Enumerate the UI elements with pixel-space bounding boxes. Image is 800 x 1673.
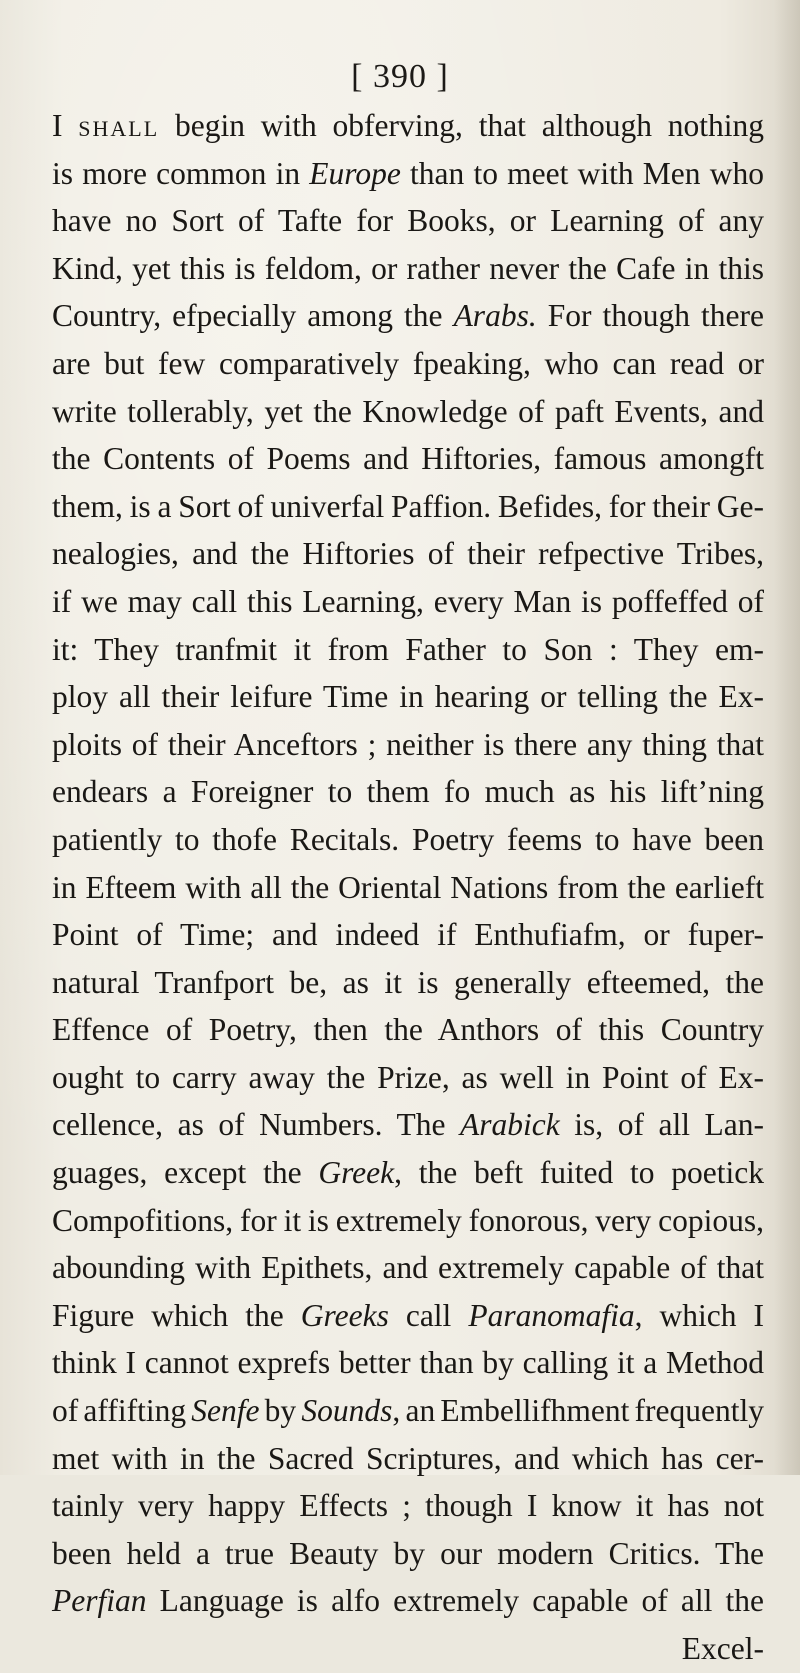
italic-text: Europe xyxy=(309,155,401,191)
text-line xyxy=(52,578,764,626)
text-segment: is, of all Lan- xyxy=(559,1107,764,1143)
text-segment: of affifting xyxy=(52,1393,192,1429)
text-line xyxy=(52,1101,764,1149)
text-segment: Language is alfo extremely capable of all the xyxy=(146,1583,764,1619)
text-line xyxy=(52,483,764,531)
text-segment: than to meet with Men who xyxy=(400,155,764,191)
text-segment: Country, efpecially among the xyxy=(52,298,454,334)
text-segment: it: They tranfmit it from Father to Son : They em- xyxy=(52,631,764,667)
text-segment: ploy all their leifure Time in hearing or telling the Ex- xyxy=(52,679,764,715)
page-edge-shadow xyxy=(774,0,800,1475)
text-segment: nealogies, and the Hiftories of their refpective Tribes, xyxy=(52,536,764,572)
text-segment: is more common in xyxy=(52,155,310,191)
text-line xyxy=(52,1149,764,1197)
italic-text: Arabick xyxy=(460,1107,560,1143)
text-segment: in Efteem with all the Oriental Nations from the earlieft xyxy=(52,869,764,905)
text-line xyxy=(52,673,764,721)
text-segment: ploits of their Anceftors ; neither is there any thing that xyxy=(52,726,764,762)
text-segment: For though there xyxy=(536,298,764,334)
italic-text: Greeks xyxy=(300,1297,389,1333)
text-line xyxy=(52,1197,764,1245)
text-line xyxy=(52,626,764,674)
italic-text: Perfian xyxy=(52,1583,147,1619)
text-segment: call xyxy=(388,1297,469,1333)
text-line xyxy=(52,292,764,340)
text-segment: Compofitions, for it is extremely fonorous, very copious, xyxy=(52,1202,764,1238)
text-segment: cellence, as of Numbers. The xyxy=(52,1107,461,1143)
text-segment: Excel- xyxy=(681,1631,764,1666)
text-line xyxy=(52,150,764,198)
italic-text: Sounds xyxy=(301,1393,393,1429)
italic-text: Greek xyxy=(318,1155,395,1191)
text-segment: Effence of Poetry, then the Anthors of this Country xyxy=(52,1012,764,1048)
text-line xyxy=(52,1577,764,1625)
text-segment: natural Tranfport be, as it is generally efteemed, the xyxy=(52,964,764,1000)
text-segment: the Contents of Poems and Hiftories, famous amongft xyxy=(52,441,764,477)
text-segment: write tollerably, yet the Knowledge of paft Events, and xyxy=(52,393,764,429)
text-line xyxy=(52,959,764,1007)
italic-text: Paranomafia xyxy=(468,1297,635,1333)
text-line xyxy=(52,435,764,483)
text-line xyxy=(52,1339,764,1387)
text-segment: Kind, yet this is feldom, or rather never the Cafe in this xyxy=(52,250,764,286)
text-line xyxy=(52,1435,764,1483)
text-line xyxy=(52,1054,764,1102)
italic-text: Senfe xyxy=(191,1393,260,1429)
text-segment: I xyxy=(52,108,79,143)
text-segment: if we may call this Learning, every Man is poffeffed of xyxy=(52,583,764,619)
text-line xyxy=(52,864,764,912)
text-line xyxy=(52,911,764,959)
text-line xyxy=(52,340,764,388)
text-segment: think I cannot exprefs better than by calling it a Method xyxy=(52,1345,764,1381)
text-line xyxy=(52,1530,764,1578)
text-line xyxy=(52,1244,764,1292)
body-text xyxy=(52,102,764,1673)
text-segment: patiently to thofe Recitals. Poetry feems to have been xyxy=(52,821,764,857)
text-segment: Figure which the xyxy=(52,1297,301,1333)
text-line xyxy=(52,768,764,816)
text-line xyxy=(52,530,764,578)
text-segment: abounding with Epithets, and extremely capable of that xyxy=(52,1250,764,1286)
text-segment: shall xyxy=(78,108,160,143)
text-segment: are but few comparatively fpeaking, who can read or xyxy=(52,345,764,381)
text-line xyxy=(52,1292,764,1340)
text-segment: Point of Time; and indeed if Enthufiafm, or fuper- xyxy=(52,917,764,953)
text-line xyxy=(52,1482,764,1530)
text-segment: , an Embellifhment frequently xyxy=(392,1393,764,1429)
page-number: [ 390 ] xyxy=(351,58,449,95)
text-segment: guages, except the xyxy=(52,1155,319,1191)
text-segment: , which I xyxy=(634,1297,764,1333)
text-segment: them, is a Sort of univerfal Paffion. Befides, for their Ge- xyxy=(52,488,764,524)
text-segment: met with in the Sacred Scriptures, and which has cer- xyxy=(52,1440,764,1476)
text-line xyxy=(52,245,764,293)
text-line xyxy=(52,197,764,245)
text-line xyxy=(52,816,764,864)
text-segment: begin with obferving, that although nothing xyxy=(159,108,764,143)
text-segment: endears a Foreigner to them fo much as his lift’ning xyxy=(52,774,764,810)
text-segment: ought to carry away the Prize, as well in Point of Ex- xyxy=(52,1059,764,1095)
text-segment: have no Sort of Tafte for Books, or Learning of any xyxy=(52,203,764,239)
text-line xyxy=(52,388,764,436)
text-segment: , the beft fuited to poetick xyxy=(394,1155,764,1191)
italic-text: Arabs. xyxy=(453,298,537,334)
text-line xyxy=(52,102,764,150)
text-line xyxy=(52,1387,764,1435)
text-line xyxy=(52,721,764,769)
text-segment: been held a true Beauty by our modern Critics. The xyxy=(52,1535,764,1571)
text-line xyxy=(52,1625,764,1673)
text-segment: by xyxy=(259,1393,302,1429)
text-segment: tainly very happy Effects ; though I know it has not xyxy=(52,1488,764,1524)
text-line xyxy=(52,1006,764,1054)
